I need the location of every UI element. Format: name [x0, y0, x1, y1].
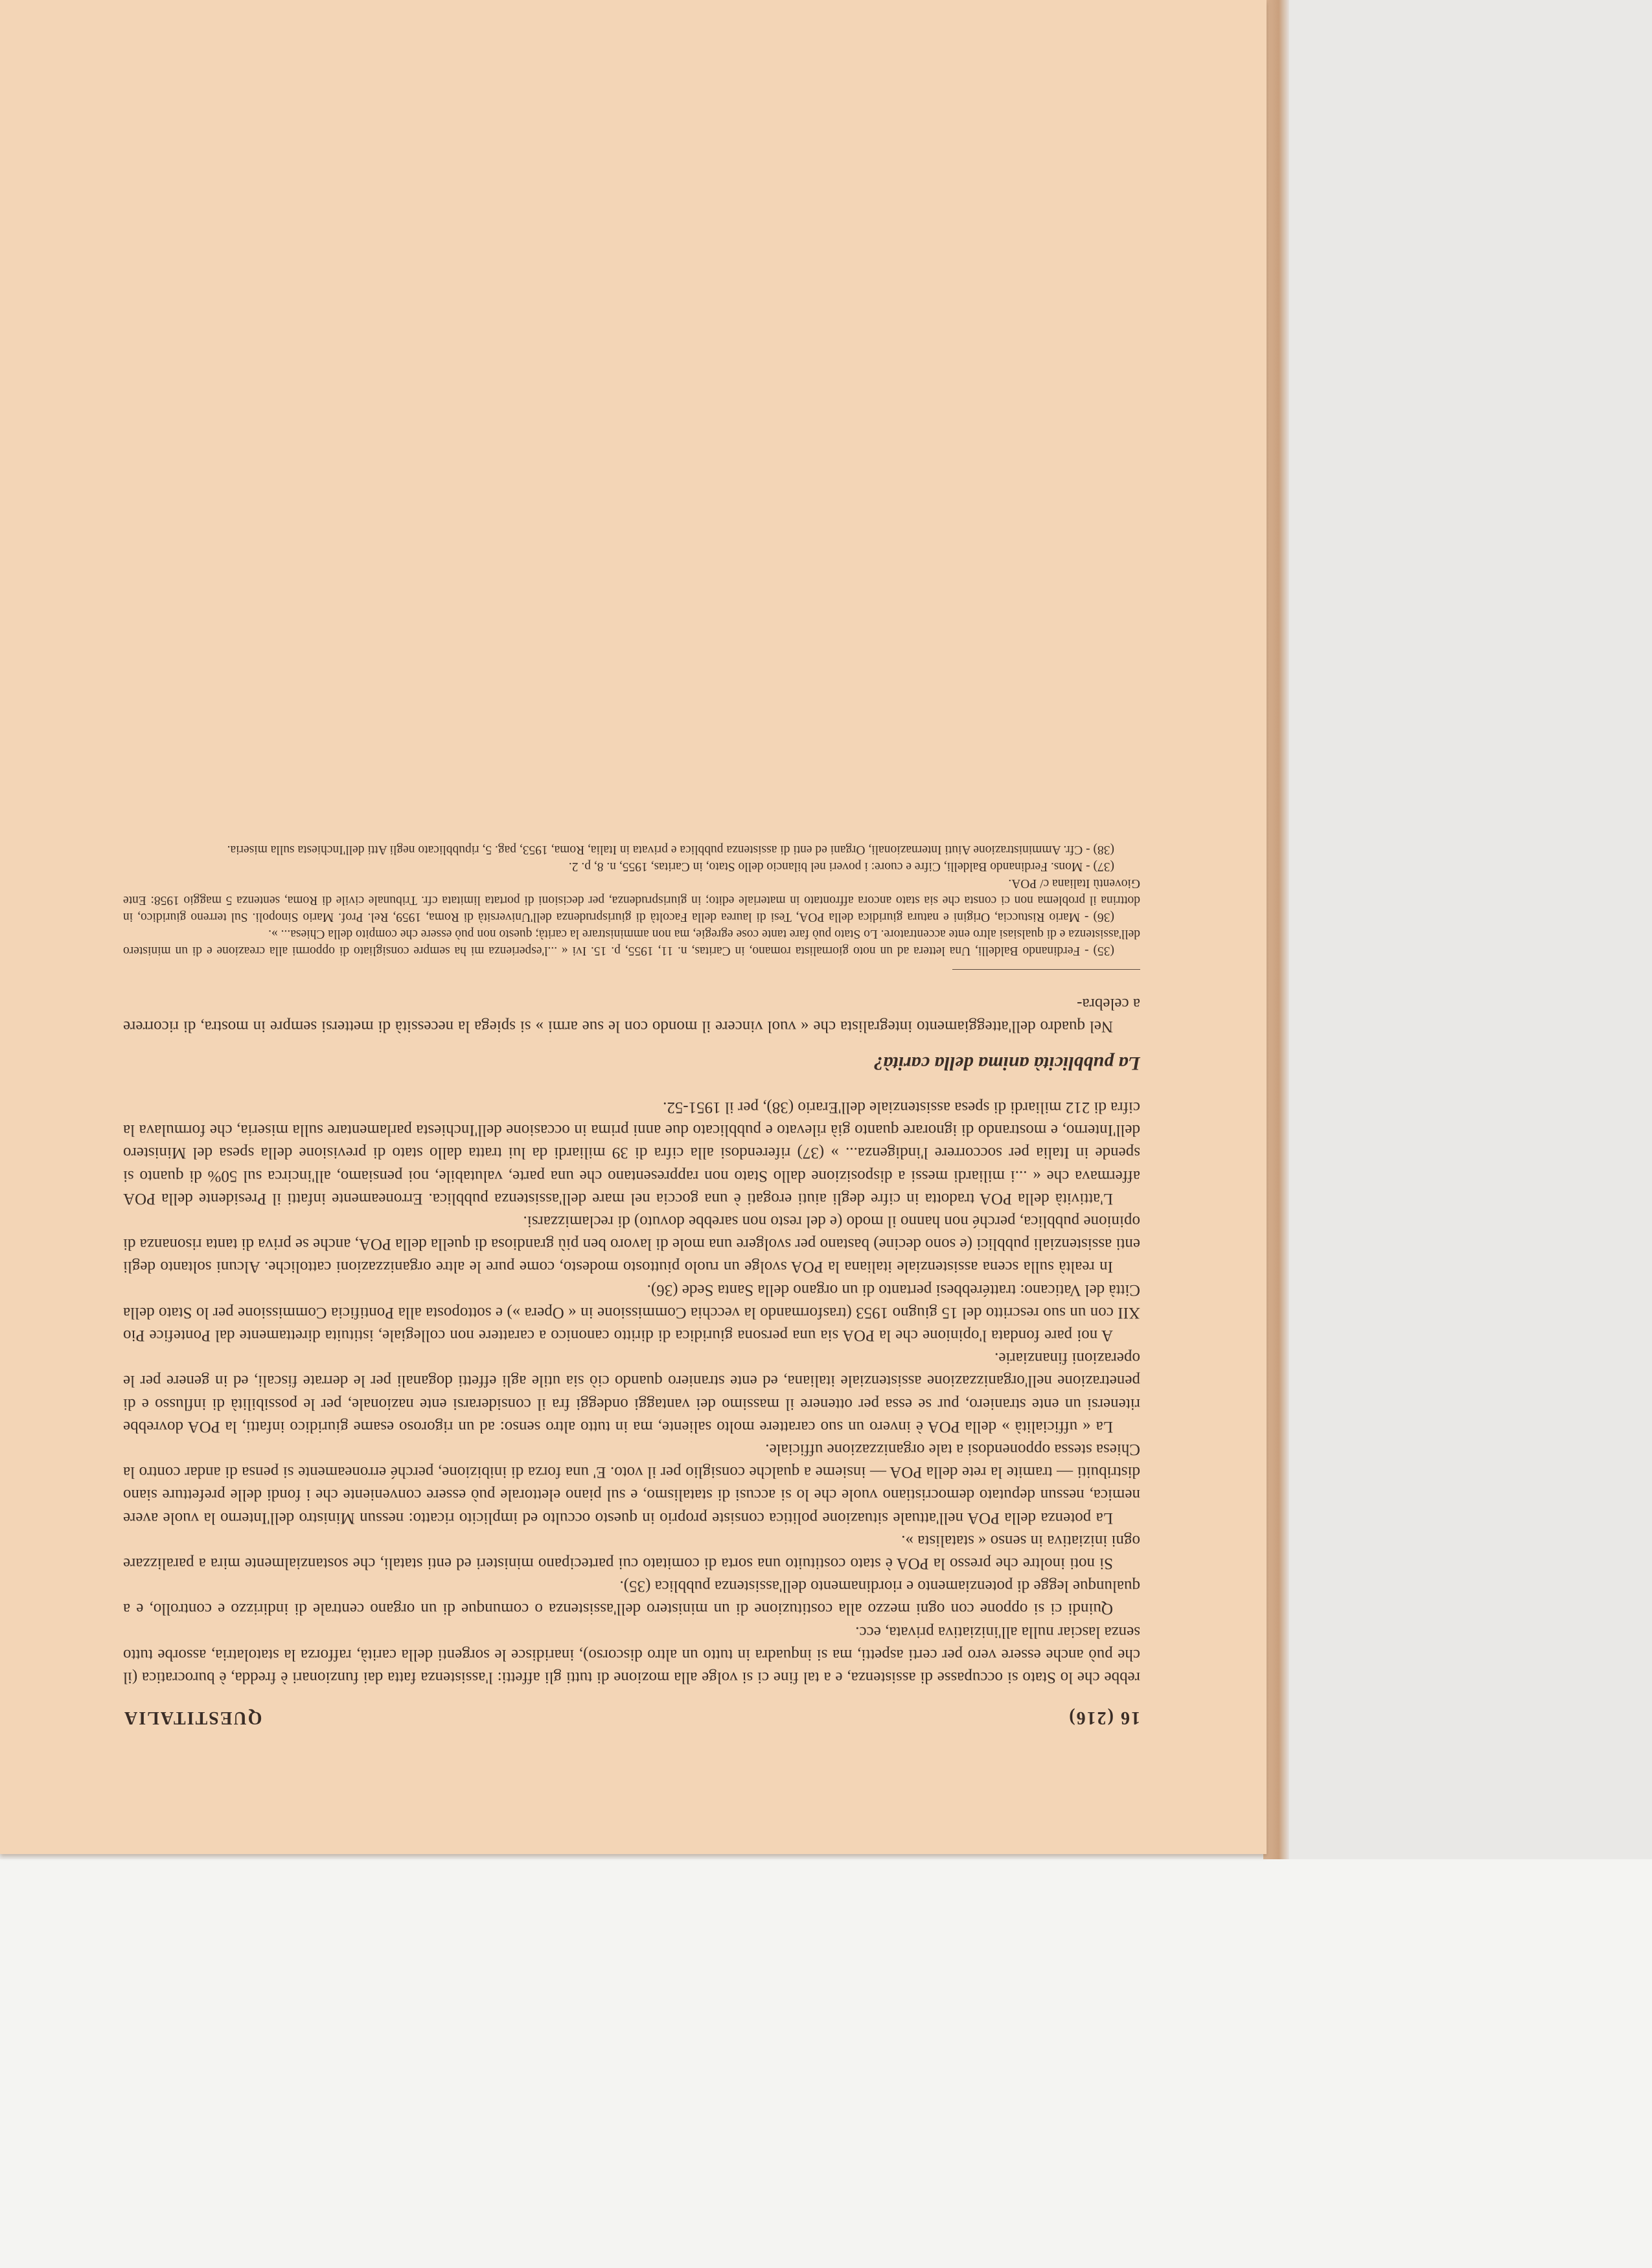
scanner-background: [1289, 0, 1652, 1859]
footnotes: [123, 841, 1140, 959]
footnote: (38) - Cfr. Amministrazione Aiuti Internazionali, Organi ed enti di assistenza pubblica e privata in Italia, Roma, 1953, pag. 5, ripubblicato negli Atti dell'Inchiesta sulla miseria.: [227, 843, 1114, 857]
footnote: (35) - Ferdinando Baldelli, Una lettera ad un noto giornalista romano, in Caritas, n. 11, 1955, p. 15. Ivi « ...l'esperienza mi ha sempre consigliato di oppormi alla creazione e di un ministero dell'assistenza e di qualsiasi altro ente accentratore. Lo Stato può fare tante cose egregie, ma non amministrare la carità; questo non può essere che compito della Chiesa... ».: [123, 927, 1140, 958]
paragraph: La potenza della POA nell'attuale situazione politica consiste proprio in questo occulto ed implicito ricatto: nessun Ministro dell'Interno la vuole avere nemica, nessun deputato democristiano vuole che lo si accusi di statalismo, e sul piano elettorale può essere conveniente che i fondi delle prefetture siano distribuiti — tramite la rete della POA — insieme a qualche consiglio per il voto. E' una forza di inibizione, perché erroneamente si pensa di andar contro la Chiesa stessa opponendosi a tale organizzazione ufficiale.: [123, 1440, 1140, 1527]
paragraph: L'attività della POA tradotta in cifre degli aiuti erogati è una goccia nel mare dell'assistenza pubblica. Erroneamente infatti il Presidente della POA affermava che « ...i miliardi messi a disposizione dallo Stato non rappresentano che una parte, valutabile, noi pensiamo, all'incirca sul 50% di quanto si spende in Italia per soccorrere l'indigenza... » (37) riferendosi alla cifra di 39 miliardi da lui tratta dallo stato di previsione della spesa del Ministero dell'Interno, e mostrando di ignorare quanto già rilevato e pubblicato due anni prima in occasione dell'Inchiesta parlamentare sulla miseria, che formulava la cifra di 212 miliardi di spesa assistenziale dell'Erario (38), per il 1951-52.: [123, 1098, 1140, 1208]
page-edge: [1263, 0, 1289, 1859]
paragraph: rebbe che lo Stato si occupasse di assistenza, e a tal fine ci si volge alla mozione di tutti gli affetti: l'assistenza fatta dai funzionari è fredda, è burocratica (il che può anche essere vero per certi aspetti, ma si inquadra in tutto un altro discorso), inaridisce le sorgenti della carità, rafforza la statolatria, assorbe tutto senza lasciar nulla all'iniziativa privata, ecc.: [123, 1623, 1140, 1686]
page-content: [123, 841, 1140, 1728]
scanner-background-bottom: [0, 1859, 1652, 2268]
main-text: [123, 992, 1140, 1689]
section-heading: La pubblicità anima della carità?: [873, 1052, 1140, 1074]
paragraph: La « ufficialità » della POA è invero un suo carattere molto saliente, ma in tutto altro senso: ad un rigoroso esame giuridico infatti, la POA dovrebbe ritenersi un ente straniero, pur se essa per ottenere il massimo dei vantaggi ondeggi fra il considerarsi ente nazionale, per le possibilità di influsso e di penetrazione nell'organizzazione assistenziale italiana, ed ente straniero quando ciò sia utile agli effetti doganali per le derrate fiscali, ed in genere per le operazioni finanziarie.: [123, 1349, 1140, 1436]
paragraph: A noi pare fondata l'opinione che la POA sia una persona giuridica di diritto canonico a carattere non collegiale, istituita direttamente dal Pontefice Pio XII con un suo rescritto del 15 giugno 1953 (trasformando la vecchia Commissione in « Opera ») e sottoposta alla Pontificia Commissione per lo Stato della Città del Vaticano: trattérebbesi pertanto di un organo della Santa Sede (36).: [123, 1281, 1140, 1344]
paragraph: In realtà sulla scena assistenziale italiana la POA svolge un ruolo piuttosto modesto, come pure le altre organizzazioni cattoliche. Alcuni soltanto degli enti assistenziali pubblici (e sono decine) bastano per svolgere una mole di lavoro ben più grandiosa di quella della POA, anche se priva di tanta risonanza di opinione pubblica, perché non hanno il modo (e del resto non sarebbe dovuto) di reclamizzarsi.: [123, 1212, 1140, 1276]
page-number: 16 (216): [1068, 1708, 1140, 1728]
footnote: (37) - Mons. Ferdinando Baldelli, Cifre e cuore: i poveri nel bilancio dello Stato, in Caritas, 1955, n. 8, p. 2.: [568, 860, 1114, 874]
running-header: [123, 1707, 1140, 1728]
footnote: (36) - Mario Ristuccia, Origini e natura giuridica della POA, Tesi di laurea della Facoltà di giurisprudenza dell'Università di Roma, 1959, Rel. Prof. Mario Sinopoli. Sul terreno giuridico, in dottrina il problema non ci consta che sia stato ancora affrontato in materiale edito; in giurisprudenza, per decisioni di portata limitata cfr. Tribunale civile di Roma, sentenza 5 maggio 1958: Ente Gioventù Italiana c/ POA.: [123, 876, 1140, 924]
paragraph: Quindi ci si oppone con ogni mezzo alla costituzione di un ministero dell'assistenza o comunque di un organo centrale di indirizzo e controllo, e a qualunque legge di potenziamento e riordinamento dell'assistenza pubblica (35).: [123, 1577, 1140, 1618]
paragraph: Nel quadro dell'atteggiamento integralista che « vuol vincere il mondo con le sue armi » si spiega la necessità di mettersi sempre in mostra, di ricorrere a celebra-: [123, 994, 1140, 1035]
footnote-divider: [952, 969, 1140, 970]
journal-title: QUESTITALIA: [123, 1708, 262, 1728]
paragraph: Si noti inoltre che presso la POA è stato costituito una sorta di comitato cui partecipano ministeri ed enti statali, che sostanzialmente mira a paralizzare ogni iniziativa in senso « statalista ».: [123, 1531, 1140, 1572]
